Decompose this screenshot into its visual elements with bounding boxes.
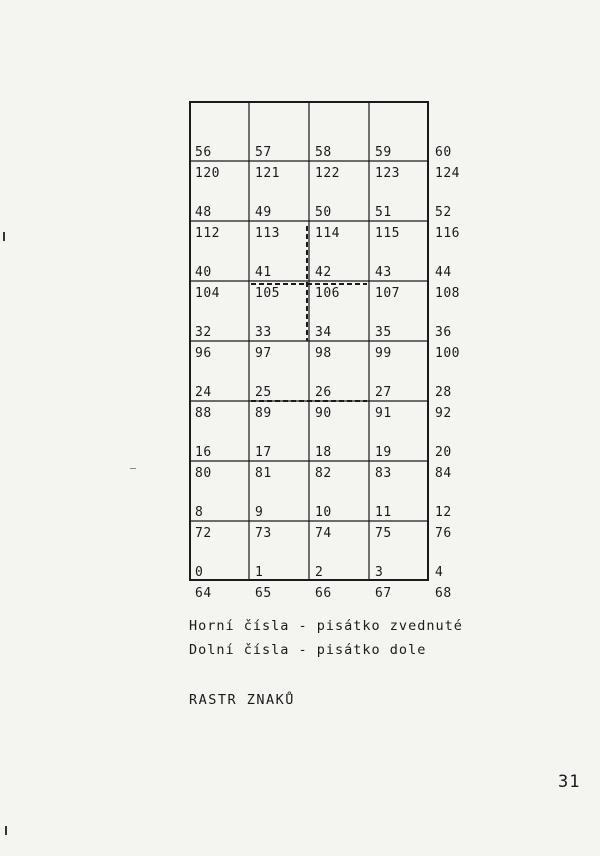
- upper-number: 57: [255, 145, 272, 160]
- upper-number: 32: [195, 325, 212, 340]
- lower-number: 72: [195, 526, 212, 541]
- upper-number: 44: [435, 265, 452, 280]
- lower-number: 80: [195, 466, 212, 481]
- lower-number: 106: [315, 286, 340, 301]
- lower-number: 107: [375, 286, 400, 301]
- upper-number: 42: [315, 265, 332, 280]
- lower-number: 84: [435, 466, 452, 481]
- upper-number: 24: [195, 385, 212, 400]
- lower-number: 65: [255, 586, 272, 601]
- lower-number: 124: [435, 166, 460, 181]
- lower-number: 82: [315, 466, 332, 481]
- lower-number: 115: [375, 226, 400, 241]
- lower-number: 98: [315, 346, 332, 361]
- upper-number: 17: [255, 445, 272, 460]
- lower-number: 120: [195, 166, 220, 181]
- lower-number: 74: [315, 526, 332, 541]
- lower-number: 67: [375, 586, 392, 601]
- lower-number: 64: [195, 586, 212, 601]
- upper-number: 20: [435, 445, 452, 460]
- lower-number: 96: [195, 346, 212, 361]
- upper-number: 60: [435, 145, 452, 160]
- lower-number: 75: [375, 526, 392, 541]
- upper-number: 52: [435, 205, 452, 220]
- upper-number: 48: [195, 205, 212, 220]
- upper-number: 56: [195, 145, 212, 160]
- lower-number: 76: [435, 526, 452, 541]
- lower-number: 66: [315, 586, 332, 601]
- upper-number: 59: [375, 145, 392, 160]
- lower-number: 116: [435, 226, 460, 241]
- lower-number: 121: [255, 166, 280, 181]
- scan-speck: [130, 468, 136, 469]
- upper-number: 26: [315, 385, 332, 400]
- upper-number: 19: [375, 445, 392, 460]
- lower-number: 105: [255, 286, 280, 301]
- upper-number: 28: [435, 385, 452, 400]
- upper-number: 33: [255, 325, 272, 340]
- upper-number: 16: [195, 445, 212, 460]
- upper-number: 3: [375, 565, 384, 580]
- lower-number: 97: [255, 346, 272, 361]
- upper-number: 51: [375, 205, 392, 220]
- lower-number: 81: [255, 466, 272, 481]
- lower-number: 113: [255, 226, 280, 241]
- upper-number: 49: [255, 205, 272, 220]
- upper-number: 36: [435, 325, 452, 340]
- upper-number: 27: [375, 385, 392, 400]
- lower-number: 68: [435, 586, 452, 601]
- upper-number: 35: [375, 325, 392, 340]
- lower-number: 89: [255, 406, 272, 421]
- lower-number: 122: [315, 166, 340, 181]
- upper-number: 1: [255, 565, 264, 580]
- lower-number: 114: [315, 226, 340, 241]
- caption-upper-numbers: Horní čísla - pisátko zvednuté: [189, 618, 463, 634]
- lower-number: 104: [195, 286, 220, 301]
- upper-number: 40: [195, 265, 212, 280]
- upper-number: 2: [315, 565, 324, 580]
- scan-speck: [5, 826, 7, 835]
- lower-number: 90: [315, 406, 332, 421]
- upper-number: 10: [315, 505, 332, 520]
- upper-number: 34: [315, 325, 332, 340]
- character-raster-grid: [189, 101, 460, 601]
- lower-number: 92: [435, 406, 452, 421]
- page-title: RASTR ZNAKŮ: [189, 692, 295, 708]
- lower-number: 108: [435, 286, 460, 301]
- upper-number: 8: [195, 505, 204, 520]
- lower-number: 88: [195, 406, 212, 421]
- upper-number: 11: [375, 505, 392, 520]
- lower-number: 83: [375, 466, 392, 481]
- upper-number: 4: [435, 565, 444, 580]
- upper-number: 43: [375, 265, 392, 280]
- upper-number: 9: [255, 505, 264, 520]
- lower-number: 91: [375, 406, 392, 421]
- caption-lower-numbers: Dolní čísla - pisátko dole: [189, 642, 427, 658]
- lower-number: 73: [255, 526, 272, 541]
- upper-number: 25: [255, 385, 272, 400]
- upper-number: 12: [435, 505, 452, 520]
- upper-number: 50: [315, 205, 332, 220]
- lower-number: 99: [375, 346, 392, 361]
- lower-number: 112: [195, 226, 220, 241]
- lower-number: 123: [375, 166, 400, 181]
- scan-speck: [3, 232, 5, 241]
- upper-number: 0: [195, 565, 204, 580]
- upper-number: 41: [255, 265, 272, 280]
- page-number: 31: [558, 772, 581, 792]
- upper-number: 58: [315, 145, 332, 160]
- lower-number: 100: [435, 346, 460, 361]
- upper-number: 18: [315, 445, 332, 460]
